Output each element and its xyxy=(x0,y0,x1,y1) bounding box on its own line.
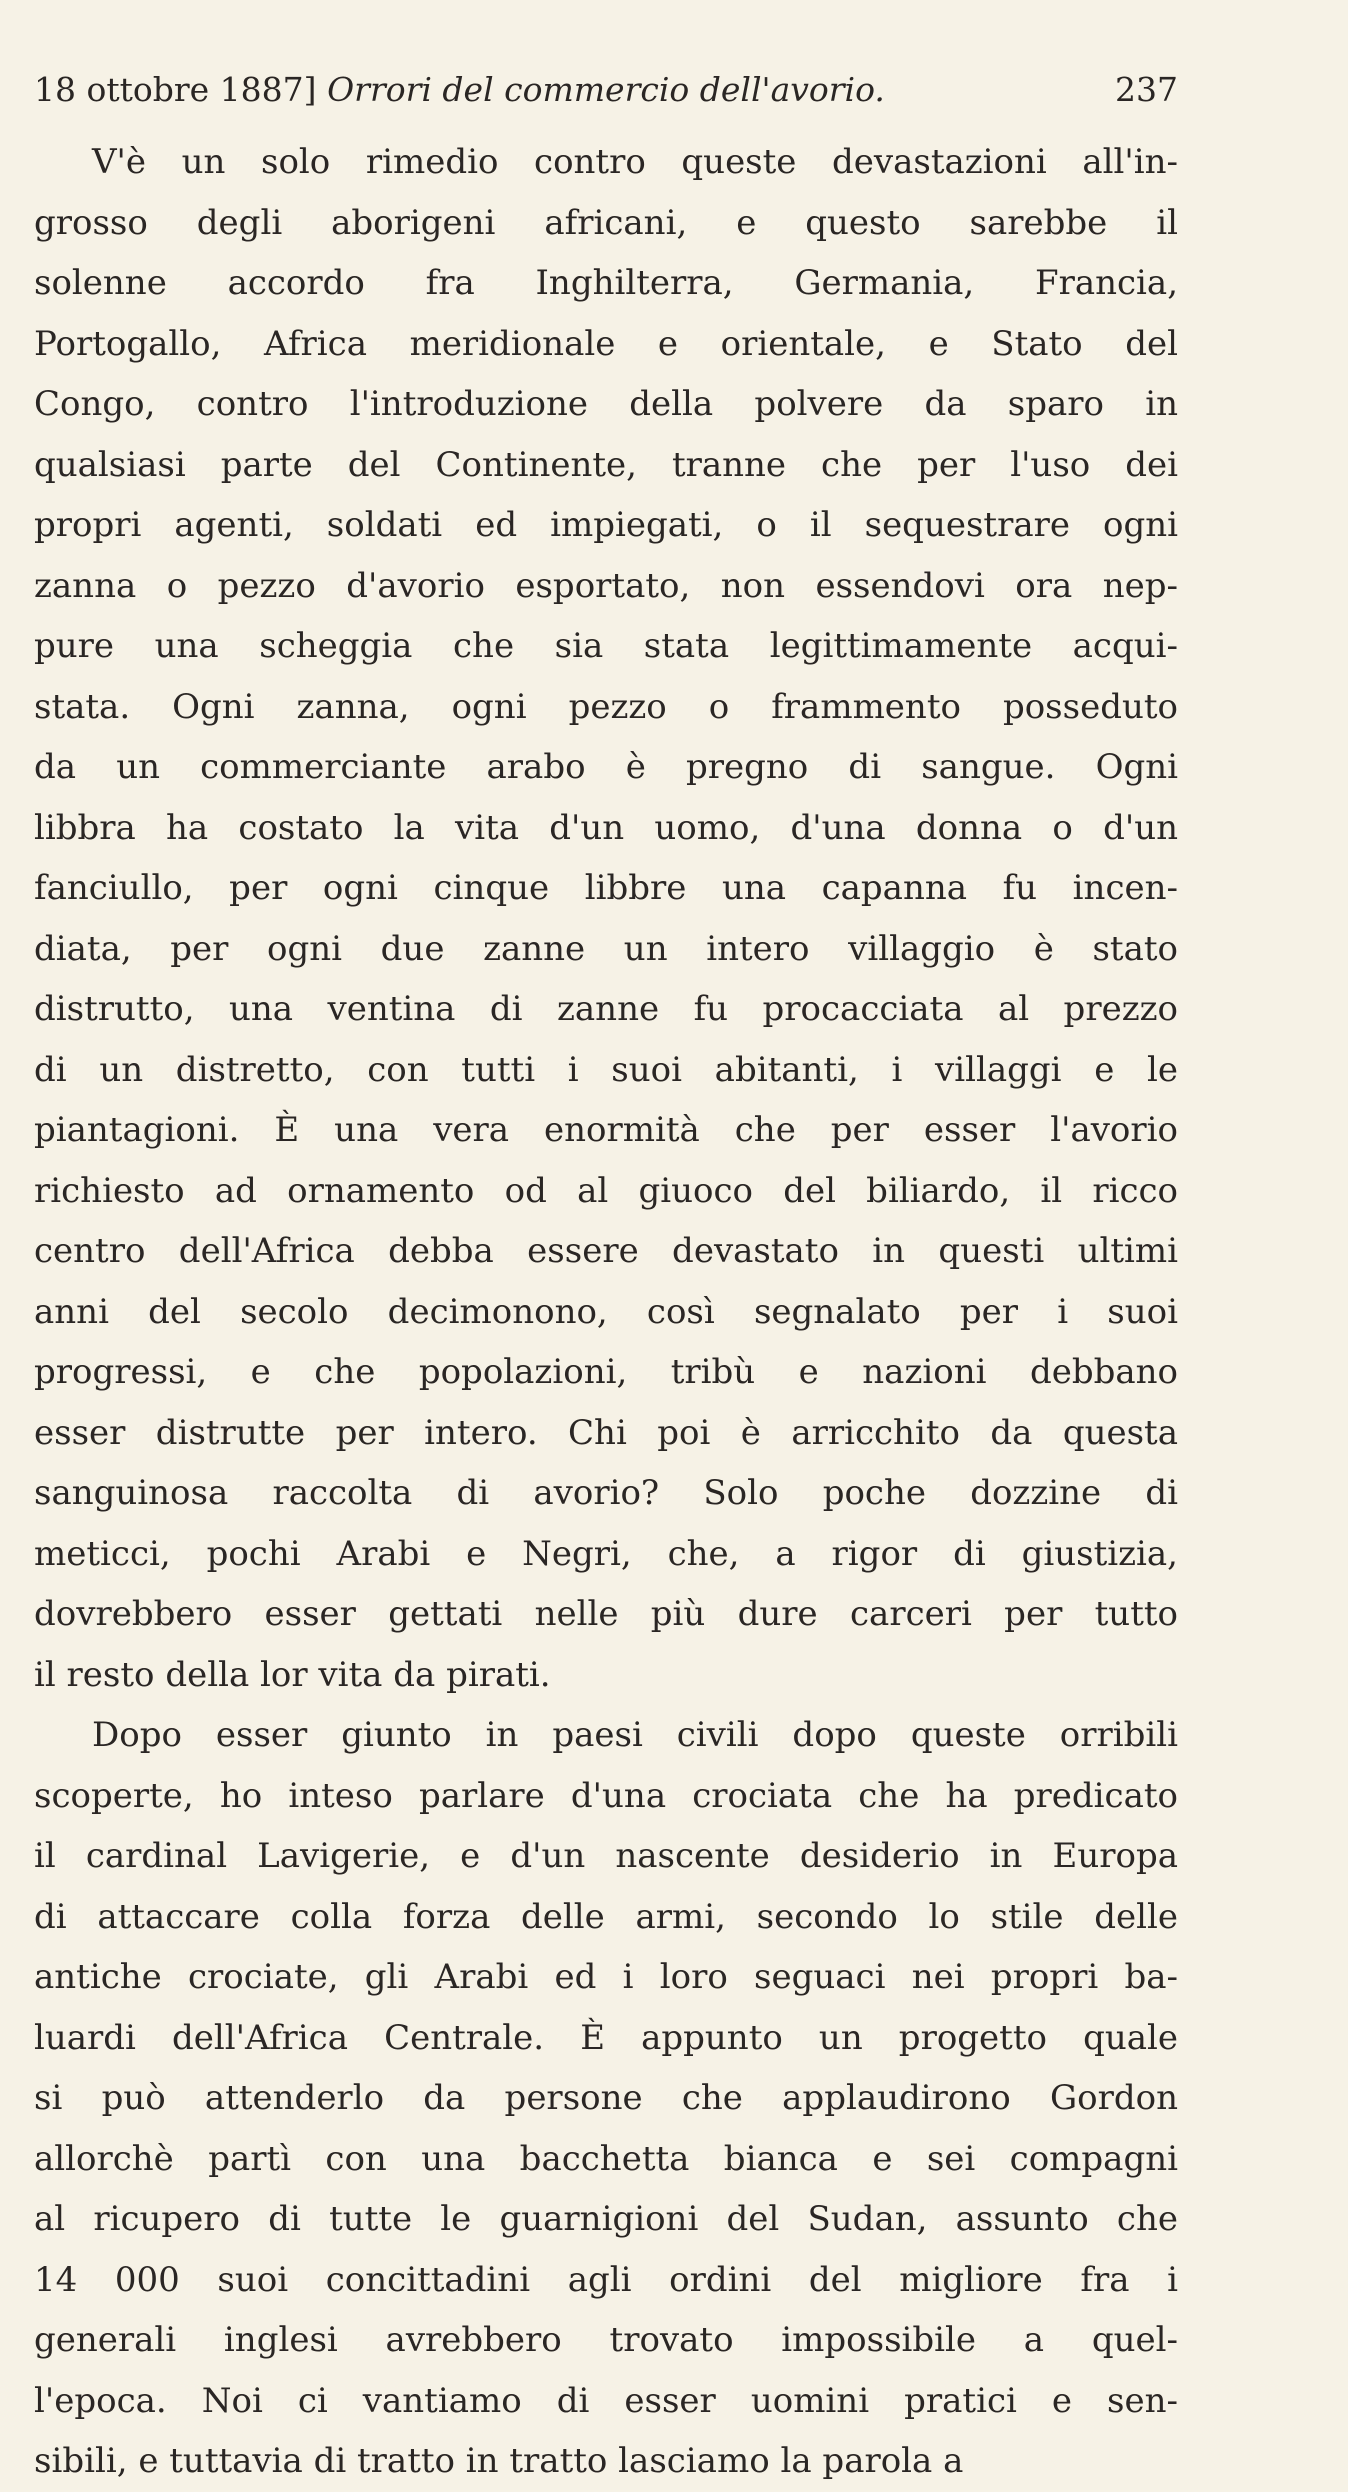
text-line: anni del secolo decimonono, così segnalato per i suoi xyxy=(34,1291,1178,1332)
text-line: Dopo esser giunto in paesi civili dopo queste orribili xyxy=(92,1715,1178,1755)
text-line: pure una scheggia che sia stata legittimamente acqui- xyxy=(34,626,1178,666)
text-line: Congo, contro l'introduzione della polvere da sparo in xyxy=(34,384,1178,424)
text-line: libbra ha costato la vita d'un uomo, d'una donna o d'un xyxy=(34,807,1178,848)
text-line: di un distretto, con tutti i suoi abitanti, i villaggi e le xyxy=(34,1049,1178,1090)
text-line: Portogallo, Africa meridionale e orientale, e Stato del xyxy=(34,323,1178,364)
text-line: distrutto, una ventina di zanne fu procacciata al prezzo xyxy=(34,989,1178,1029)
text-line: al ricupero di tutte le guarnigioni del Sudan, assunto che xyxy=(34,2199,1178,2239)
text-line: da un commerciante arabo è pregno di sangue. Ogni xyxy=(34,747,1178,787)
text-line: luardi dell'Africa Centrale. È appunto un progetto quale xyxy=(34,2017,1178,2058)
text-line: fanciullo, per ogni cinque libbre una capanna fu incen- xyxy=(34,868,1178,908)
text-line: meticci, pochi Arabi e Negri, che, a rigor di giustizia, xyxy=(34,1533,1178,1574)
text-line: allorchè partì con una bacchetta bianca e sei compagni xyxy=(34,2138,1178,2179)
text-line: stata. Ogni zanna, ogni pezzo o frammento posseduto xyxy=(34,686,1178,727)
paragraph-2 xyxy=(34,1705,1178,2492)
text-line: diata, per ogni due zanne un intero villaggio è stato xyxy=(34,928,1178,969)
text-line: esser distrutte per intero. Chi poi è arricchito da questa xyxy=(34,1412,1178,1453)
text-line: V'è un solo rimedio contro queste devastazioni all'in- xyxy=(92,142,1178,182)
text-line: richiesto ad ornamento od al giuoco del biliardo, il ricco xyxy=(34,1170,1178,1211)
text-line: sanguinosa raccolta di avorio? Solo poche dozzine di xyxy=(34,1473,1178,1513)
header-title: Orrori del commercio dell'avorio. xyxy=(327,70,885,109)
running-head xyxy=(34,68,1178,112)
text-line: grosso degli aborigeni africani, e questo sarebbe il xyxy=(34,202,1178,243)
text-line: propri agenti, soldati ed impiegati, o il sequestrare ogni xyxy=(34,505,1178,545)
text-line: antiche crociate, gli Arabi ed i loro seguaci nei propri ba- xyxy=(34,1957,1178,1997)
text-line: di attaccare colla forza delle armi, secondo lo stile delle xyxy=(34,1896,1178,1937)
page-number: 237 xyxy=(1115,70,1178,109)
text-line: il cardinal Lavigerie, e d'un nascente desiderio in Europa xyxy=(34,1836,1178,1876)
body-text xyxy=(34,132,1178,2492)
header-date: 18 ottobre 1887] xyxy=(34,70,317,109)
text-line: solenne accordo fra Inghilterra, Germania, Francia, xyxy=(34,263,1178,303)
text-line: scoperte, ho inteso parlare d'una crociata che ha predicato xyxy=(34,1775,1178,1816)
text-line: centro dell'Africa debba essere devastato in questi ultimi xyxy=(34,1231,1178,1271)
text-line: piantagioni. È una vera enormità che per esser l'avorio xyxy=(34,1110,1178,1150)
text-line: dovrebbero esser gettati nelle più dure carceri per tutto xyxy=(34,1594,1178,1634)
text-line: zanna o pezzo d'avorio esportato, non essendovi ora nep- xyxy=(34,565,1178,606)
text-line: il resto della lor vita da pirati. xyxy=(34,1654,551,1695)
paragraph-1 xyxy=(34,132,1178,1705)
text-line: generali inglesi avrebbero trovato impossibile a quel- xyxy=(34,2320,1178,2360)
text-line: si può attenderlo da persone che applaudirono Gordon xyxy=(34,2078,1178,2118)
text-line: qualsiasi parte del Continente, tranne che per l'uso dei xyxy=(34,444,1178,485)
text-line: 14 000 suoi concittadini agli ordini del migliore fra i xyxy=(34,2259,1178,2300)
text-line: l'epoca. Noi ci vantiamo di esser uomini pratici e sen- xyxy=(34,2380,1178,2421)
text-line: progressi, e che popolazioni, tribù e nazioni debbano xyxy=(34,1352,1178,1392)
text-line: sibili, e tuttavia di tratto in tratto lasciamo la parola a xyxy=(34,2441,964,2481)
